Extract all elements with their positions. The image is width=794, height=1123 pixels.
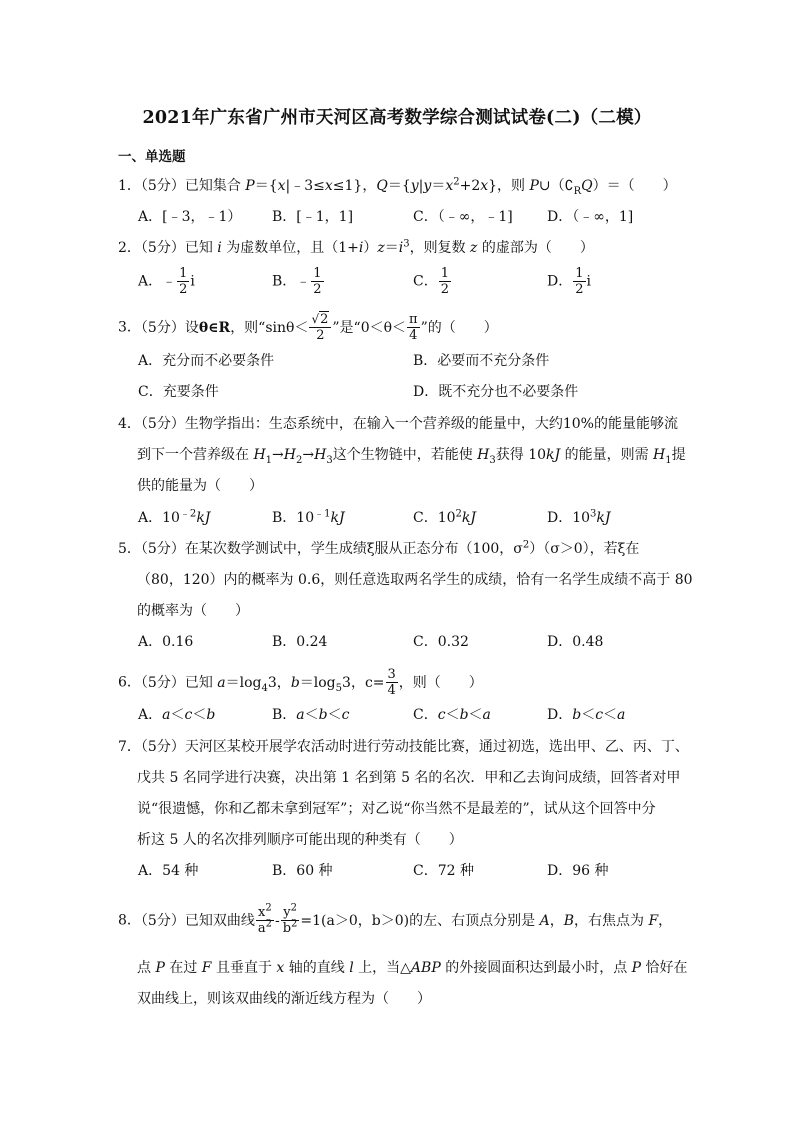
question-4 (118, 414, 678, 434)
option-b: B．0.24 (272, 634, 328, 650)
option-a: A．﹣ $\frac{1}{2}$ i (138, 266, 195, 297)
question-number: 7． (118, 739, 141, 755)
question-text: （5分）已知集合 P＝{x|﹣3≤x≤1}，$Q=\{y|y=x^2+2x\}$，则 $P\cup(∁_RQ)=$（ ） (140, 176, 677, 197)
option-d: D．b＜c＜a (547, 707, 626, 723)
option-b: B．﹣ $\frac{1}{2}$ (272, 266, 322, 297)
question-8-line-3: 双曲线上，则该双曲线的渐近线方程为（ ） (137, 991, 431, 1007)
question-4-line-3: 供的能量为（ ） (137, 478, 263, 494)
option-a: A．$10^{﹣2}kJ$ (138, 508, 211, 526)
option-c: C．$10^2kJ$ (413, 508, 477, 526)
option-a: A．a＜c＜b (138, 707, 216, 723)
question-text: （5分）已知 $a=\log_43$，$b=\log_53$，c= $\frac{3}{4}$ ，则（ ） (140, 667, 483, 698)
option-c: C．（﹣∞，﹣1] (413, 209, 513, 225)
question-5-line-3: 的概率为（ ） (137, 603, 249, 619)
option-d: D．0.48 (547, 634, 604, 650)
exam-title: 2021年广东省广州市天河区高考数学综合测试试卷(二)（二模） (142, 108, 652, 128)
question-number: 5． (118, 541, 141, 557)
option-d: D．（﹣∞，1] (547, 209, 634, 225)
question-1 (118, 176, 677, 196)
option-b: B．a＜b＜c (272, 707, 350, 723)
question-number: 8． (118, 912, 141, 929)
question-8 (118, 902, 673, 936)
question-5-line-2: （80，120）内的概率为 0.6，则任意选取两名学生的成绩，恰有一名学生成绩不高于 80 (137, 572, 693, 588)
option-a: A．0.16 (138, 634, 194, 650)
option-b: B．必要而不充分条件 (413, 353, 550, 369)
question-text: （5分）已知双曲线 $\frac{x^2}{a^2}$ - $\frac{y^2}{b^2}$ =1(a＞0，b＞0)的左、右顶点分别是 A，B，右焦点为 F， (140, 902, 673, 936)
question-number: 6． (118, 674, 141, 691)
option-b: B．60 种 (272, 863, 333, 879)
option-c: C．0.32 (413, 634, 469, 650)
question-6 (118, 667, 483, 698)
question-number: 4． (118, 416, 141, 432)
question-number: 2． (118, 240, 141, 256)
question-5 (118, 539, 639, 559)
option-d: D．96 种 (547, 863, 609, 879)
question-4-line-2: 到下一个营养级在 $H_1\to H_2\to H_3$这个生物链中，若能使 $H_3$获得 10kJ 的能量，则需 $H_1$提 (137, 447, 686, 466)
option-b: B．[﹣1，1] (272, 209, 354, 225)
question-7-line-2: 戊共 5 名同学进行决赛，决出第 1 名到第 5 名的名次．甲和乙去询问成绩，回答者对甲 (137, 770, 681, 786)
question-text: （5分）在某次数学测试中，学生成绩ξ服从正态分布（100，$\sigma^2)(\sigma>0)$，若ξ在 (140, 539, 640, 557)
option-b: B．$10^{﹣1}kJ$ (272, 508, 345, 526)
option-a: A．54 种 (138, 863, 199, 879)
question-number: 1． (118, 178, 141, 194)
question-7 (118, 737, 689, 757)
question-text: （5分）已知 i 为虚数单位，且$(1+i)z=i^3$，则复数 z 的虚部为（ ） (140, 238, 594, 256)
option-a: A．充分而不必要条件 (138, 353, 275, 369)
question-3 (118, 312, 498, 343)
option-c: C． $\frac{1}{2}$ (413, 266, 449, 297)
option-c: C．c＜b＜a (413, 707, 491, 723)
question-2 (118, 238, 594, 258)
question-text: （5分）设θ∈R，则“sinθ＜ $\frac{√2}{2}$ ”是“0＜θ＜ $\frac{\pi}{4}$ ”的（ ） (140, 312, 498, 343)
question-number: 3． (118, 319, 141, 336)
question-8-line-2: 点 P 在过 F 且垂直于 x 轴的直线 l 上，当△ABP 的外接圆面积达到最小时，点 P 恰好在 (137, 960, 688, 976)
option-d: D．既不充分也不必要条件 (413, 384, 579, 400)
section-heading: 一、单选题 (118, 149, 186, 165)
option-d: D．$10^3kJ$ (547, 508, 611, 526)
option-c: C．充要条件 (138, 384, 219, 400)
option-d: D． $\frac{1}{2}$ i (547, 266, 591, 297)
question-text: （5分）天河区某校开展学农活动时进行劳动技能比赛，通过初选，选出甲、乙、丙、丁、 (140, 739, 689, 755)
option-a: A．[﹣3，﹣1） (138, 209, 242, 225)
question-7-line-4: 析这 5 人的名次排列顺序可能出现的种类有（ ） (137, 832, 463, 848)
question-text: （5分）生物学指出：生态系统中，在输入一个营养级的能量中，大约10%的能量能够流 (140, 416, 678, 432)
question-7-line-3: 说“很遗憾，你和乙都未拿到冠军”；对乙说“你当然不是最差的”，试从这个回答中分 (137, 801, 656, 817)
option-c: C．72 种 (413, 863, 474, 879)
